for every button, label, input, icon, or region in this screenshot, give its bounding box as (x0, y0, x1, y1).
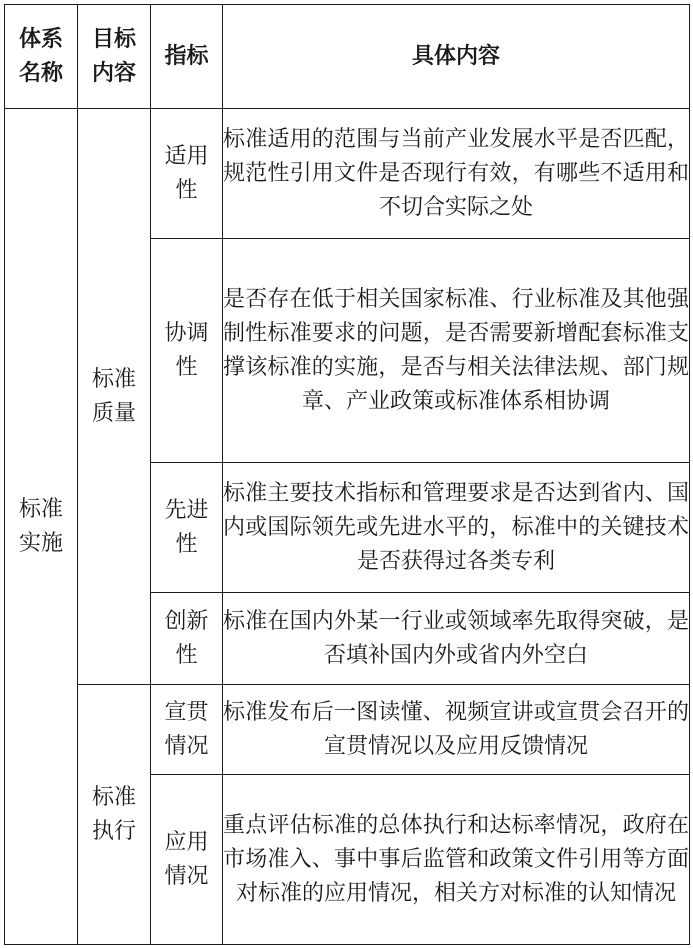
table-row (5, 109, 690, 239)
indicator-cell: 应用 情况 (151, 775, 223, 945)
indicator-cell: 宣贯 情况 (151, 685, 223, 775)
evaluation-table (4, 4, 690, 945)
table-row (5, 685, 690, 775)
indicator-cell: 创新 性 (151, 593, 223, 685)
content-cell: 标准适用的范围与当前产业发展水平是否匹配，规范性引用文件是否现行有效，有哪些不适用和不切合实际之处 (223, 109, 690, 239)
indicator-cell: 适用 性 (151, 109, 223, 239)
indicator-cell: 先进 性 (151, 463, 223, 593)
content-cell: 标准主要技术指标和管理要求是否达到省内、国内或国际领先或先进水平的，标准中的关键技术是否获得过各类专利 (223, 463, 690, 593)
content-cell: 标准发布后一图读懂、视频宣讲或宣贯会召开的宣贯情况以及应用反馈情况 (223, 685, 690, 775)
header-indicator: 指标 (151, 5, 223, 109)
content-cell: 是否存在低于相关国家标准、行业标准及其他强制性标准要求的问题，是否需要新增配套标准支撑该标准的实施，是否与相关法律法规、部门规章、产业政策或标准体系相协调 (223, 239, 690, 463)
system-name-cell: 标准 实施 (5, 109, 78, 945)
indicator-cell: 协调 性 (151, 239, 223, 463)
group-name-cell: 标准 质量 (78, 109, 151, 685)
header-details: 具体内容 (223, 5, 690, 109)
header-row (5, 5, 690, 109)
header-system-name: 体系 名称 (5, 5, 78, 109)
header-target-content: 目标 内容 (78, 5, 151, 109)
content-cell: 标准在国内外某一行业或领域率先取得突破，是否填补国内外或省内外空白 (223, 593, 690, 685)
group-name-cell: 标准 执行 (78, 685, 151, 945)
content-cell: 重点评估标准的总体执行和达标率情况，政府在市场准入、事中事后监管和政策文件引用等方面对标准的应用情况，相关方对标准的认知情况 (223, 775, 690, 945)
